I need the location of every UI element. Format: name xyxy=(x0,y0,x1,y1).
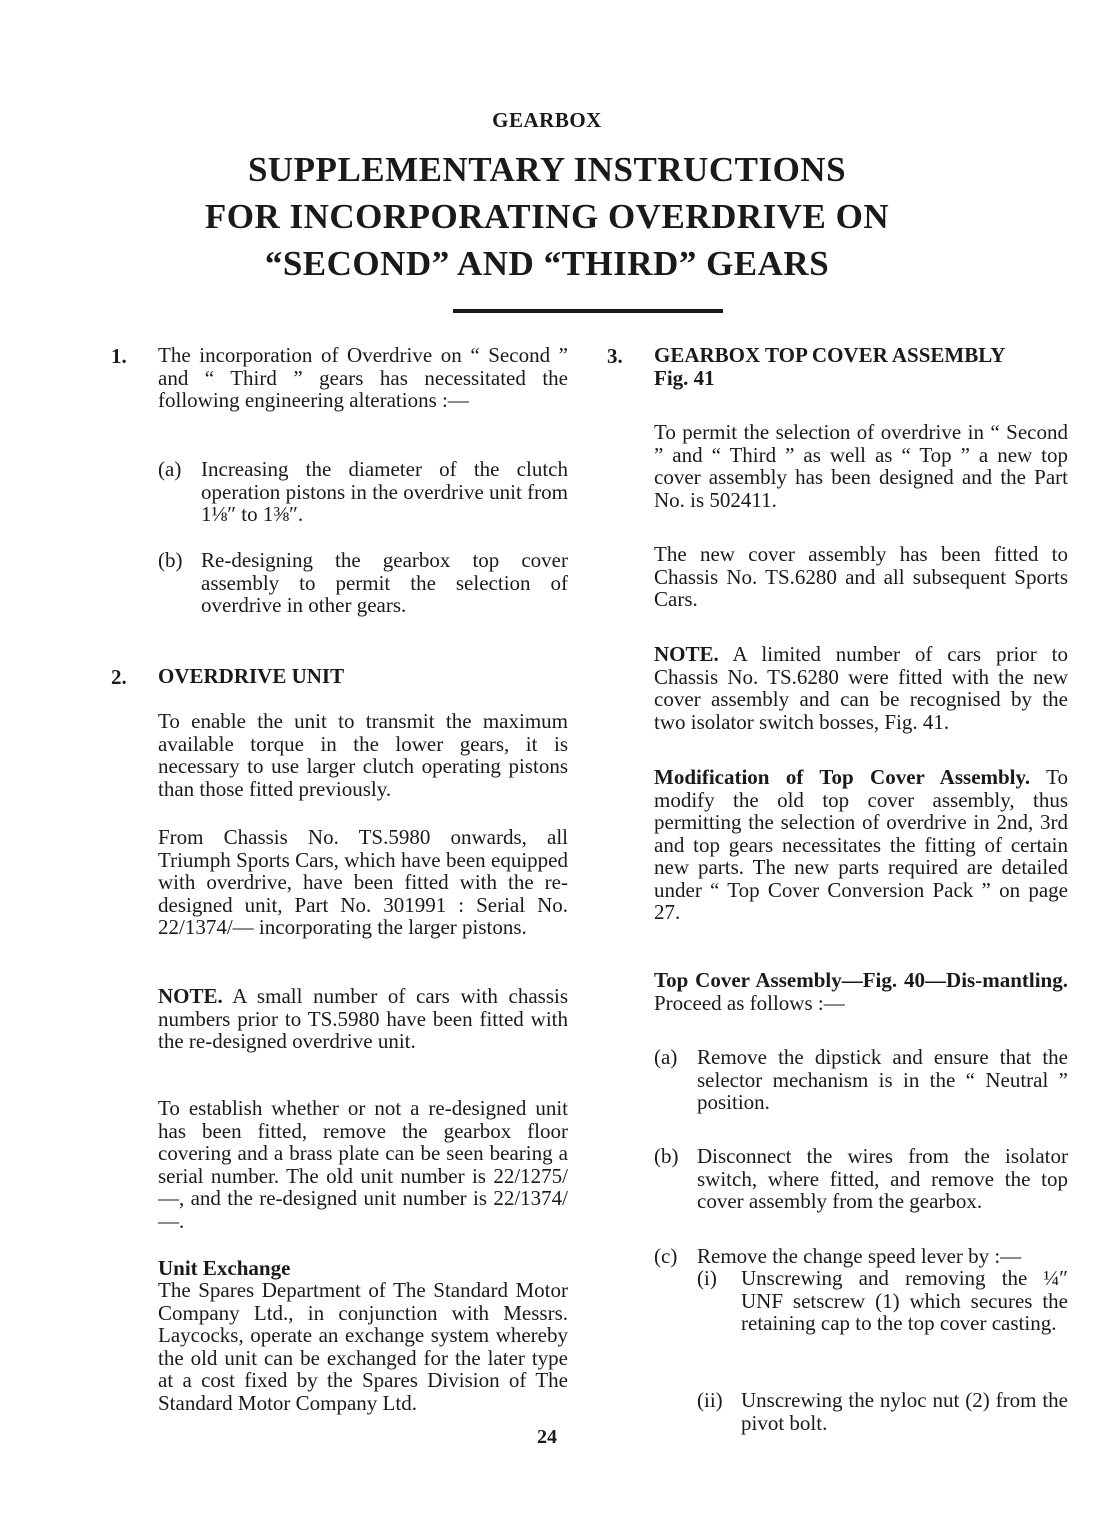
section-3-item-c-i-text: Unscrewing and removing the ¼″ UNF setscrew (1) which secures the retaining cap to the top cover casting. xyxy=(741,1266,1068,1335)
section-2-number: 2. xyxy=(111,665,127,689)
section-3-item-c-label: (c) xyxy=(654,1244,678,1268)
modification-text: To modify the old top cover assembly, thus permitting the selection of overdrive in 2nd, 3rd and top gears necessitates the fitting of certain new parts. The new parts required are detailed under “ Top Cover Conversion Pack ” on page 27. xyxy=(654,765,1069,924)
unit-exchange-text: The Spares Department of The Standard Motor Company Ltd., in conjunction with Messrs. Laycocks, operate an exchange system whereby the old unit can be exchanged for the later type at a cost fixed by the Spares Division of The Standard Motor Company Ltd. xyxy=(158,1278,568,1415)
section-2-para-2: From Chassis No. TS.5980 onwards, all Triumph Sports Cars, which have been equipped with overdrive, have been fitted with the re-designed unit, Part No. 301991 : Serial No. 22/1374/— incorporating the larger pistons. xyxy=(158,825,568,939)
modification-paragraph xyxy=(654,766,1068,924)
section-3-item-a-text: Remove the dipstick and ensure that the selector mechanism is in the “ Neutral ” position. xyxy=(697,1045,1068,1114)
section-3-heading: GEARBOX TOP COVER ASSEMBLY xyxy=(654,343,1006,367)
page-title-line-2: FOR INCORPORATING OVERDRIVE ON xyxy=(204,197,890,236)
section-3-para-1: To permit the selection of overdrive in “ Second ” and “ Third ” as well as “ Top ” a new top cover assembly has been designed and the Part No. is 502411. xyxy=(654,420,1068,512)
page-title-line-3: “SECOND” AND “THIRD” GEARS xyxy=(264,244,830,283)
section-1-item-b-label: (b) xyxy=(158,548,183,572)
section-2-note-label: NOTE. xyxy=(158,984,223,1008)
section-label: GEARBOX xyxy=(492,108,602,132)
section-3-note xyxy=(654,643,1068,733)
title-divider xyxy=(453,309,723,313)
unit-exchange-heading: Unit Exchange xyxy=(158,1256,291,1280)
section-3-item-c-i-label: (i) xyxy=(697,1266,717,1290)
section-2-para-3: To establish whether or not a re-designed unit has been fitted, remove the gearbox floor covering and a brass plate can be seen bearing a serial number. The old unit number is 22/1275/—, and the re-designed unit number is 22/1374/—. xyxy=(158,1096,568,1233)
section-1-item-a-label: (a) xyxy=(158,457,182,481)
section-1-number: 1. xyxy=(111,344,127,368)
section-2-heading: OVERDRIVE UNIT xyxy=(158,664,345,688)
page-number: 24 xyxy=(537,1426,557,1448)
section-3-item-b-label: (b) xyxy=(654,1144,679,1168)
dismantling-heading: Top Cover Assembly—Fig. 40—Dis-mantling. xyxy=(654,968,1068,992)
section-3-para-2: The new cover assembly has been fitted to Chassis No. TS.6280 and all subsequent Sports Cars. xyxy=(654,542,1068,611)
section-2-para-1: To enable the unit to transmit the maximum available torque in the lower gears, it is necessary to use larger clutch operating pistons than those fitted previously. xyxy=(158,709,568,801)
section-3-item-c-text: Remove the change speed lever by :— xyxy=(697,1244,1022,1268)
section-2-note xyxy=(158,985,568,1053)
dismantling-paragraph xyxy=(654,969,1068,1014)
section-3-item-b-text: Disconnect the wires from the isolator switch, where fitted, and remove the top cover assembly from the gearbox. xyxy=(697,1144,1068,1213)
section-1-item-b-text: Re-designing the gearbox top cover assembly to permit the selection of overdrive in other gears. xyxy=(201,548,568,617)
section-3-note-text: A limited number of cars prior to Chassis No. TS.6280 were fitted with the new cover assembly and can be recognised by the two isolator switch bosses, Fig. 41. xyxy=(654,642,1069,734)
section-3-note-label: NOTE. xyxy=(654,642,719,666)
section-3-item-c-ii-label: (ii) xyxy=(697,1388,723,1412)
section-3-fig-ref: Fig. 41 xyxy=(654,366,715,390)
section-3-item-c-ii-text: Unscrewing the nyloc nut (2) from the pivot bolt. xyxy=(741,1388,1068,1435)
dismantling-text: Proceed as follows :— xyxy=(654,990,845,1015)
modification-heading: Modification of Top Cover Assembly. xyxy=(654,765,1031,789)
section-2-note-text: A small number of cars with chassis numbers prior to TS.5980 have been fitted with the re-designed overdrive unit. xyxy=(158,984,568,1053)
section-3-number: 3. xyxy=(607,344,623,368)
page-title-line-1: SUPPLEMENTARY INSTRUCTIONS xyxy=(247,150,847,189)
section-1-intro: The incorporation of Overdrive on “ Second ” and “ Third ” gears has necessitated the following engineering alterations :— xyxy=(158,343,568,412)
section-1-item-a-text: Increasing the diameter of the clutch operation pistons in the overdrive unit from 1⅛″ to 1⅜″. xyxy=(201,457,568,526)
section-3-item-a-label: (a) xyxy=(654,1045,678,1069)
